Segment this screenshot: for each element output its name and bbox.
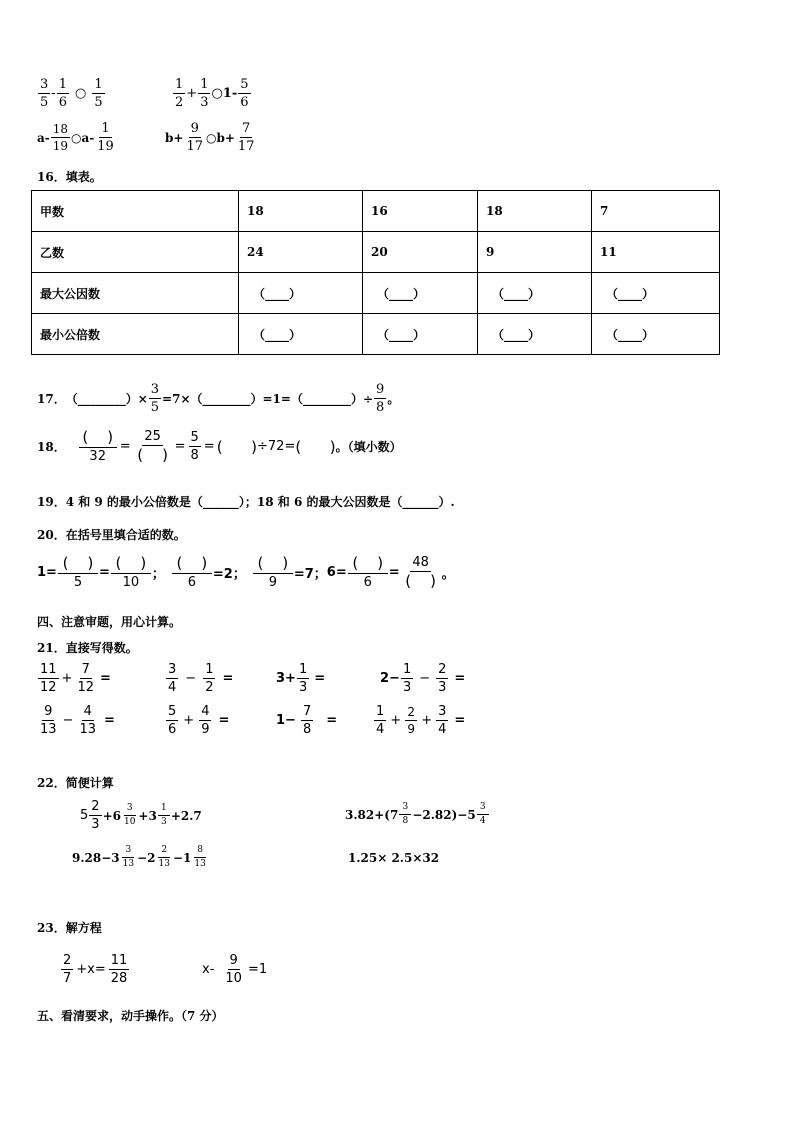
- answer-blank[interactable]: ( ): [172, 556, 212, 574]
- question-22-title: 22．简便计算: [37, 776, 114, 790]
- row-label: 乙数: [32, 232, 239, 273]
- answer-blank[interactable]: （____）: [478, 273, 592, 314]
- table-cell: 11: [592, 232, 720, 273]
- row-label: 最大公因数: [32, 273, 239, 314]
- fraction: $\frac{( )}{5}$: [58, 556, 98, 589]
- fraction: $\frac{( )}{9}$: [253, 556, 293, 589]
- fraction: $\frac{7}{8}$: [302, 704, 312, 737]
- compare-expression-4: b+ $\frac{9}{17}$ ○b+ $\frac{7}{17}$: [165, 121, 255, 154]
- answer-blank[interactable]: （____）: [363, 273, 478, 314]
- q21-item-7: 1− $\frac{7}{8}$ =: [276, 704, 338, 737]
- fraction: $\frac{3}{4}$: [168, 662, 177, 695]
- answer-blank[interactable]: ( ): [111, 556, 151, 574]
- fraction: $\frac{3}{8}$: [399, 803, 411, 826]
- answer-blank[interactable]: （____）: [239, 314, 363, 355]
- q21-item-4: 2− $\frac{1}{3}$ − $\frac{2}{3}$ =: [380, 662, 466, 695]
- fraction: $\frac{3}{5}$: [150, 382, 160, 415]
- fraction: $\frac{25}{( )}$: [134, 430, 172, 463]
- fraction: $\frac{1}{2}$: [205, 662, 214, 695]
- q22-expression-2: 3.82+(7 $\frac{3}{8}$ −2.82)−5 $\frac{3}{4}$: [345, 803, 490, 826]
- question-21-title: 21．直接写得数。: [37, 641, 138, 655]
- table-row: [32, 273, 720, 314]
- fraction: $\frac{9}{13}$: [40, 704, 57, 737]
- fill-table: [31, 190, 720, 355]
- fraction: $\frac{1}{3}$: [158, 804, 170, 827]
- fraction: $\frac{3}{5}$: [40, 77, 49, 110]
- compare-circle: ○: [74, 86, 87, 101]
- fraction: $\frac{4}{13}$: [79, 704, 96, 737]
- answer-blank[interactable]: =7×（________）=1=（________）÷: [162, 392, 374, 406]
- question-19: 19．4 和 9 的最小公倍数是（______）；18 和 6 的最大公因数是（______）.: [37, 495, 455, 509]
- table-cell: 7: [592, 191, 720, 232]
- q21-item-8: $\frac{1}{4}$ + $\frac{2}{9}$ + $\frac{3}{4}$ =: [376, 704, 466, 737]
- question-23-title: 23．解方程: [37, 921, 102, 935]
- fraction: $\frac{3}{4}$: [438, 704, 447, 737]
- table-row: [32, 314, 720, 355]
- fraction: $\frac{5}{6}$: [240, 77, 249, 110]
- q22-expression-4: 1.25× 2.5×32: [348, 851, 440, 865]
- fraction: $\frac{1}{19}$: [97, 121, 114, 154]
- fraction: $\frac{8}{13}$: [194, 845, 206, 869]
- table-cell: 18: [478, 191, 592, 232]
- q22-expression-1: 5 $\frac{2}{3}$ +6 $\frac{3}{10}$ +3 $\frac{1}{3}$ +2.7: [80, 799, 202, 832]
- fraction: $\frac{1}{3}$: [402, 662, 412, 695]
- q22-expression-3: 9.28−3 $\frac{3}{13}$ −2 $\frac{2}{13}$ −1 $\frac{8}{13}$: [72, 845, 206, 869]
- answer-blank[interactable]: ( ): [216, 437, 258, 456]
- fraction: $\frac{5}{6}$: [168, 704, 177, 737]
- answer-blank[interactable]: ( ): [405, 572, 437, 590]
- fraction: $\frac{9}{17}$: [186, 121, 203, 154]
- fraction: $\frac{2}{7}$: [63, 953, 72, 986]
- q23-equation-1: $\frac{2}{7}$ +x= $\frac{11}{28}$: [63, 953, 128, 986]
- answer-blank[interactable]: （____）: [478, 314, 592, 355]
- row-label: 甲数: [32, 191, 239, 232]
- question-20-title: 20．在括号里填合适的数。: [37, 528, 186, 542]
- fraction: $\frac{3}{10}$: [123, 803, 136, 827]
- fraction: $\frac{1}{6}$: [58, 77, 67, 110]
- question-17: 17． （________）× $\frac{3}{5}$ =7×（________）=1=（________）÷ $\frac{9}{8}$ 。: [37, 382, 400, 415]
- table-cell: 16: [363, 191, 478, 232]
- fraction: $\frac{18}{19}$: [52, 122, 69, 153]
- fraction: $\frac{2}{9}$: [405, 706, 417, 735]
- answer-blank[interactable]: （____）: [592, 273, 720, 314]
- fraction: $\frac{48}{( )}$: [401, 556, 441, 589]
- table-cell: 20: [363, 232, 478, 273]
- table-row: [32, 232, 720, 273]
- fraction: $\frac{( )}{6}$: [172, 556, 212, 589]
- fraction: $\frac{5}{8}$: [190, 430, 199, 463]
- fraction: $\frac{2}{3}$: [91, 799, 100, 832]
- fraction: $\frac{1}{3}$: [200, 77, 209, 110]
- answer-blank[interactable]: ( ): [79, 430, 117, 448]
- fraction: $\frac{1}{2}$: [175, 77, 184, 110]
- compare-expression-2: $\frac{1}{2}$ + $\frac{1}{3}$ ○1- $\frac{5}{6}$: [175, 77, 249, 110]
- q21-item-6: $\frac{5}{6}$ + $\frac{4}{9}$ =: [168, 704, 230, 737]
- answer-blank[interactable]: （____）: [239, 273, 363, 314]
- fraction: $\frac{1}{3}$: [298, 662, 308, 695]
- question-18: 18． $\frac{( )}{32}$ = $\frac{25}{( )}$ = $\frac{5}{8}$ = ( ) ÷72= ( ) 。（填小数）: [37, 428, 402, 464]
- fraction: $\frac{9}{8}$: [376, 382, 385, 415]
- fraction: $\frac{2}{3}$: [438, 662, 447, 695]
- fraction: $\frac{1}{5}$: [94, 77, 103, 110]
- row-label: 最小公倍数: [32, 314, 239, 355]
- table-cell: 9: [478, 232, 592, 273]
- fraction: $\frac{( )}{32}$: [79, 430, 117, 463]
- answer-blank[interactable]: ( ): [348, 556, 388, 574]
- section-5-title: 五、看清要求，动手操作。（7 分）: [37, 1009, 224, 1023]
- fraction: $\frac{4}{9}$: [201, 704, 210, 737]
- q21-item-3: 3+ $\frac{1}{3}$ =: [276, 662, 326, 695]
- answer-blank[interactable]: （____）: [363, 314, 478, 355]
- answer-blank[interactable]: ( ): [253, 556, 293, 574]
- table-row: [32, 191, 720, 232]
- fraction: $\frac{3}{4}$: [477, 803, 489, 826]
- table-cell: 18: [239, 191, 363, 232]
- question-16-title: 16．填表。: [37, 170, 102, 184]
- fraction: $\frac{7}{17}$: [237, 121, 255, 154]
- answer-blank[interactable]: ( ): [295, 437, 336, 456]
- fraction: $\frac{( )}{10}$: [111, 556, 151, 589]
- answer-blank[interactable]: ( ): [58, 556, 98, 574]
- fraction: $\frac{2}{13}$: [158, 845, 170, 869]
- compare-expression-1: $\frac{3}{5}$ - $\frac{1}{6}$ ○ $\frac{1}{5}$: [40, 77, 103, 110]
- q23-equation-2: x- $\frac{9}{10}$ =1: [202, 953, 268, 986]
- fraction: $\frac{9}{10}$: [225, 953, 242, 986]
- q21-item-5: $\frac{9}{13}$ − $\frac{4}{13}$ =: [40, 704, 115, 737]
- fraction: $\frac{11}{28}$: [110, 953, 128, 986]
- fraction: $\frac{11}{12}$: [40, 662, 57, 695]
- q21-item-1: $\frac{11}{12}$ + $\frac{7}{12}$ =: [40, 662, 111, 695]
- table-cell: 24: [239, 232, 363, 273]
- section-4-title: 四、注意审题，用心计算。: [37, 615, 182, 629]
- question-20-body: 1= $\frac{( )}{5}$ = $\frac{( )}{10}$ ； $\frac{( )}{6}$ =2； $\frac{( )}{9}$ =7； 6= $\frac{( )}{6}$ = $\frac{48}{( )}$ 。: [37, 554, 455, 590]
- compare-expression-3: a- $\frac{18}{19}$ ○a- $\frac{1}{19}$: [37, 121, 114, 154]
- fraction: $\frac{1}{4}$: [376, 704, 385, 737]
- answer-blank[interactable]: （____）: [592, 314, 720, 355]
- fraction: $\frac{3}{13}$: [122, 845, 135, 869]
- fraction: $\frac{7}{12}$: [77, 662, 94, 695]
- q21-item-2: $\frac{3}{4}$ − $\frac{1}{2}$ =: [168, 662, 234, 695]
- answer-blank[interactable]: ( ): [137, 446, 168, 464]
- fraction: $\frac{( )}{6}$: [348, 556, 388, 589]
- answer-blank[interactable]: （________）×: [65, 392, 148, 406]
